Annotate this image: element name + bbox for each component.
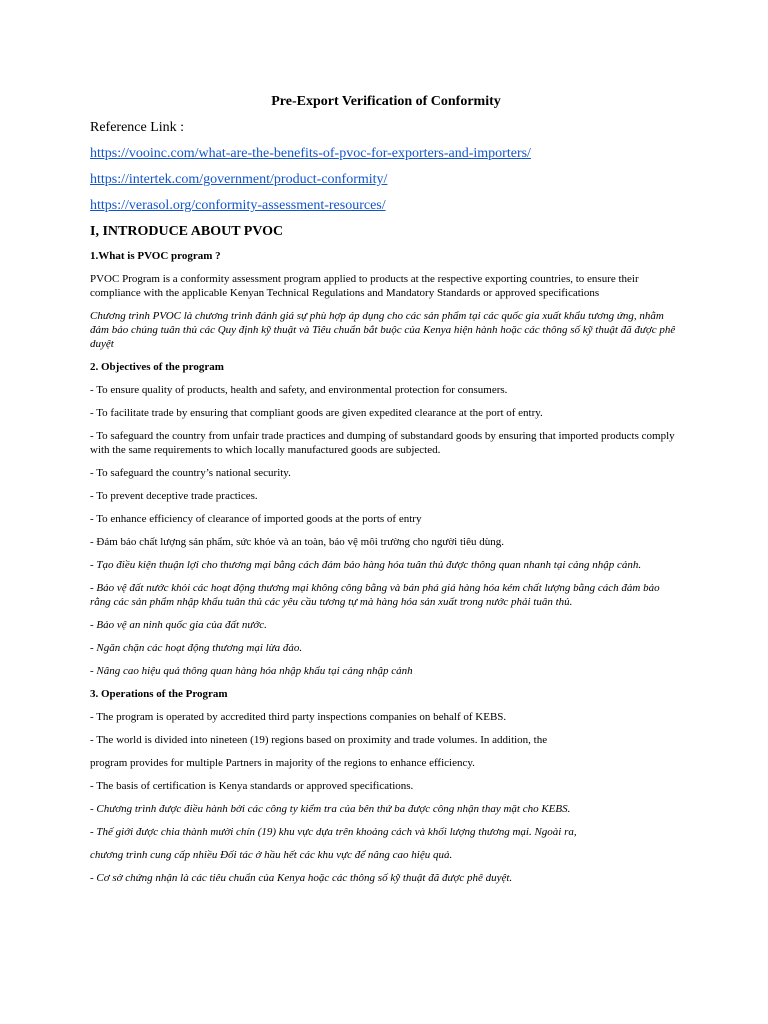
objective-item-en: - To facilitate trade by ensuring that compliant goods are given expedited clearance at the port of entry. [90,407,543,419]
objective-item-en: - To ensure quality of products, health and safety, and environmental protection for consumers. [90,384,508,396]
reference-link-verasol[interactable]: https://verasol.org/conformity-assessment-resources/ [90,198,386,213]
objective-item-en: - To prevent deceptive trade practices. [90,490,258,502]
paragraph-pvoc-definition-vi: Chương trình PVOC là chương trình đánh giá sự phù hợp áp dụng cho các sản phẩm tại các quốc gia xuất khẩu tương ứng, nhằm đảm bảo chúng tuân thủ các Quy định kỹ thuật và Tiêu chuẩn bắt buộc của Kenya hiện hành hoặc các thông số kỹ thuật đã được phê duyệt [90,310,676,350]
operation-item-en: - The world is divided into nineteen (19) regions based on proximity and trade volumes. In addition, the [90,734,548,746]
paragraph-pvoc-definition-en: PVOC Program is a conformity assessment program applied to products at the respective exporting countries, to ensure their compliance with the applicable Kenyan Technical Regulations and Mandatory Standards or approved specifications [90,273,639,299]
document-body [90,93,682,894]
objective-item-en: - To safeguard the country from unfair trade practices and dumping of substandard goods by ensuring that imported products comply with the same requirements to which locally manufactured goods are subjected. [90,430,675,456]
subheading-operations: 3. Operations of the Program [90,688,228,700]
operation-item-vi: chương trình cung cấp nhiều Đối tác ở hầu hết các khu vực để nâng cao hiệu quả. [90,849,453,861]
subheading-objectives: 2. Objectives of the program [90,361,224,373]
objective-item-en: - To enhance efficiency of clearance of imported goods at the ports of entry [90,513,422,525]
reference-link-intertek[interactable]: https://intertek.com/government/product-conformity/ [90,172,388,187]
subheading-what-is-pvoc: 1.What is PVOC program ? [90,250,221,262]
operation-item-en: program provides for multiple Partners in majority of the regions to enhance efficiency. [90,757,475,769]
objective-item-vi: - Tạo điều kiện thuận lợi cho thương mại bằng cách đảm bảo hàng hóa tuân thủ được thông quan nhanh tại cảng nhập cảnh. [90,559,642,571]
objective-item-vi: - Ngăn chặn các hoạt động thương mại lừa đảo. [90,642,303,654]
operation-item-en: - The program is operated by accredited third party inspections companies on behalf of KEBS. [90,711,507,723]
objective-item-en: - To safeguard the country’s national security. [90,467,291,479]
objective-item-vi: - Nâng cao hiệu quả thông quan hàng hóa nhập khẩu tại cảng nhập cảnh [90,665,413,677]
section-heading-introduce: I, INTRODUCE ABOUT PVOC [90,224,284,239]
objective-item-vi: - Bảo vệ đất nước khỏi các hoạt động thương mại không công bằng và bán phá giá hàng hóa kém chất lượng bằng cách đảm bảo rằng các sản phẩm nhập khẩu tuân thủ các yêu cầu tương tự mà hàng hóa sản xuất trong nước phải tuân thủ. [90,582,660,608]
objective-item-vi: - Bảo vệ an ninh quốc gia của đất nước. [90,619,267,631]
document-title: Pre-Export Verification of Conformity [271,94,501,109]
reference-link-vooinc[interactable]: https://vooinc.com/what-are-the-benefits-of-pvoc-for-exporters-and-importers/ [90,146,531,161]
operation-item-vi: - Chương trình được điều hành bởi các công ty kiểm tra của bên thứ ba được công nhận thay mặt cho KEBS. [90,803,571,815]
operation-item-vi: - Cơ sở chứng nhận là các tiêu chuẩn của Kenya hoặc các thông số kỹ thuật đã được phê duyệt. [90,872,513,884]
reference-label: Reference Link : [90,120,185,135]
operation-item-en: - The basis of certification is Kenya standards or approved specifications. [90,780,414,792]
operation-item-vi: - Thế giới được chia thành mười chín (19) khu vực dựa trên khoảng cách và khối lượng thương mại. Ngoài ra, [90,826,577,838]
objective-item-vi: - Đảm bảo chất lượng sản phẩm, sức khỏe và an toàn, bảo vệ môi trường cho người tiêu dùng. [90,536,504,548]
